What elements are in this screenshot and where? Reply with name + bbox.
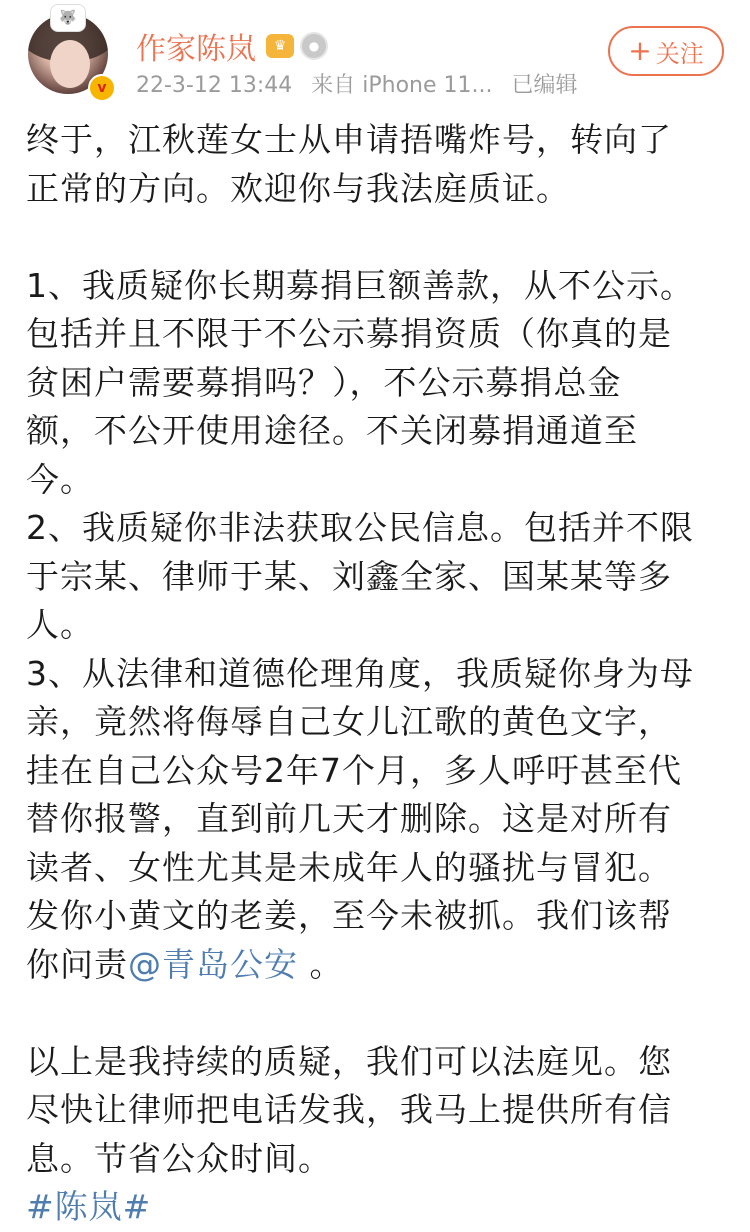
post-text: 你问责 bbox=[26, 944, 128, 984]
post-line: 读者、女性尤其是未成年人的骚扰与冒犯。 bbox=[26, 847, 672, 887]
avatar-badge-icon: 🐺 bbox=[50, 4, 86, 32]
post-line: 额，不公开使用途径。不关闭募捐通道至 bbox=[26, 411, 638, 450]
post-line: 以上是我持续的质疑，我们可以法庭见。您 bbox=[26, 1041, 672, 1081]
post-line: 2、我质疑你非法获取公民信息。包括并不限 bbox=[26, 508, 694, 547]
mention-link[interactable]: @青岛公安 bbox=[128, 944, 298, 984]
post-line: 尽快让律师把电话发我，我马上提供所有信 bbox=[26, 1090, 672, 1129]
post-line: 贫困户需要募捐吗？），不公示募捐总金 bbox=[26, 362, 622, 402]
hashtag-link[interactable]: #陈岚# bbox=[26, 1187, 152, 1226]
medal-icon[interactable]: ● bbox=[300, 32, 328, 60]
follow-label: 关注 bbox=[655, 39, 704, 68]
post-line: 亲，竟然将侮辱自己女儿江歌的黄色文字， bbox=[26, 702, 672, 741]
post-meta bbox=[136, 68, 590, 99]
timestamp: 22-3-12 13:44 bbox=[136, 73, 293, 98]
post-line: 3、从法律和道德伦理角度，我质疑你身为母 bbox=[26, 653, 694, 693]
post-line: 1、我质疑你长期募捐巨额善款，从不公示。 bbox=[26, 265, 694, 305]
name-row bbox=[136, 24, 328, 68]
paragraph-gap bbox=[26, 989, 726, 1038]
edited-label[interactable]: 已编辑 bbox=[511, 73, 578, 98]
post-line: 今。 bbox=[26, 459, 94, 499]
post-line: 于宗某、律师于某、刘鑫全家、国某某等多 bbox=[26, 556, 672, 596]
post-header bbox=[0, 0, 750, 110]
post-text: 。 bbox=[298, 944, 344, 984]
post-line: 息。节省公众时间。 bbox=[26, 1138, 332, 1178]
avatar-face bbox=[50, 40, 90, 88]
post-line: 挂在自己公众号2年7个月，多人呼吁甚至代 bbox=[26, 750, 682, 790]
post-content bbox=[26, 116, 726, 1232]
plus-icon: + bbox=[628, 34, 652, 67]
post-line: 包括并且不限于不公示募捐资质（你真的是 bbox=[26, 314, 672, 353]
crown-icon[interactable]: ♛ bbox=[266, 34, 294, 58]
post-source: 来自 iPhone 11... bbox=[311, 73, 493, 98]
avatar[interactable] bbox=[28, 10, 112, 98]
follow-button[interactable] bbox=[608, 26, 724, 76]
post-line: 正常的方向。欢迎你与我法庭质证。 bbox=[26, 168, 570, 208]
verified-icon: v bbox=[88, 74, 116, 102]
post-line: 发你小黄文的老姜，至今未被抓。我们该帮 bbox=[26, 896, 672, 935]
paragraph-gap bbox=[26, 213, 726, 262]
post-line: 终于，江秋莲女士从申请捂嘴炸号，转向了 bbox=[26, 120, 672, 159]
post-line: 人。 bbox=[26, 605, 94, 644]
post-line: 替你报警，直到前几天才删除。这是对所有 bbox=[26, 799, 672, 838]
username[interactable]: 作家陈岚 bbox=[136, 32, 256, 67]
post-line-with-mention bbox=[26, 941, 726, 990]
